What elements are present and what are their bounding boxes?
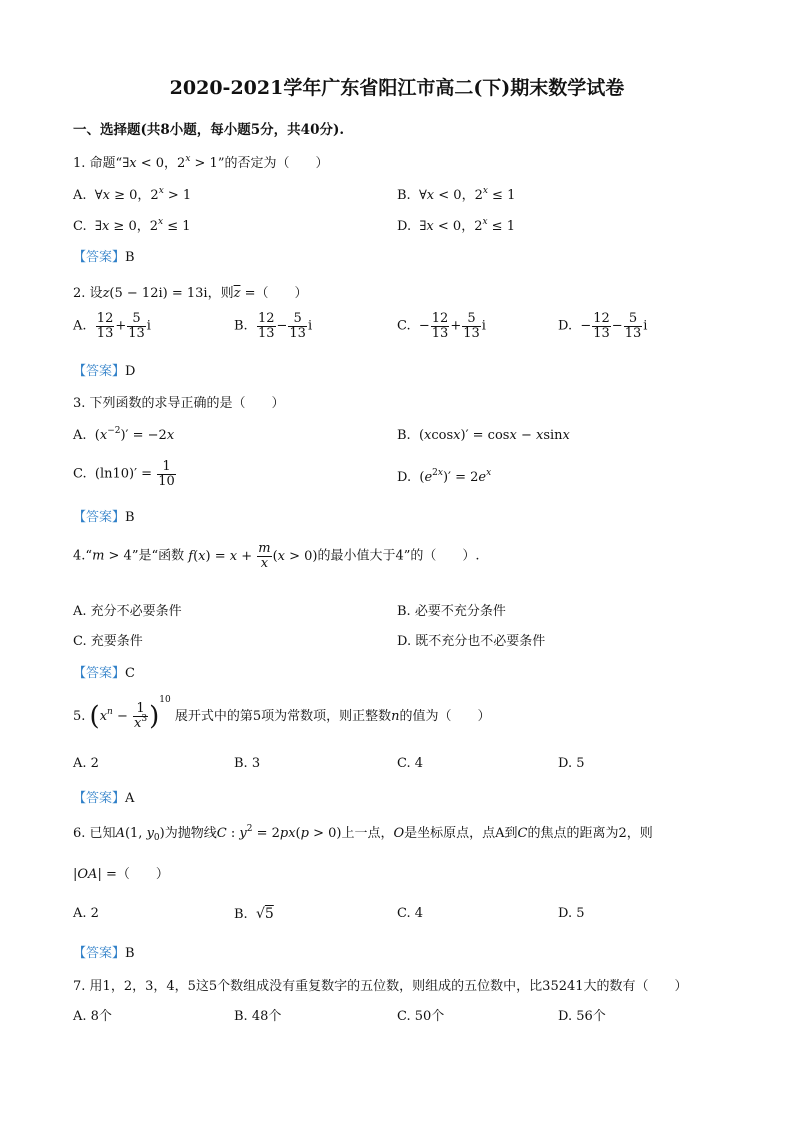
q3-option-c[interactable]: C. (ln10)′ = $\frac{1}{10}$	[73, 459, 175, 489]
answer-6: 【答案】B	[73, 946, 135, 961]
q4-option-b[interactable]: B. 必要不充分条件	[397, 604, 506, 619]
question-7: 7. 用1，2，3，4，5这5个数组成没有重复数字的五位数，则组成的五位数中，比35241大的数有（ ）	[73, 979, 688, 994]
question-5: 5. ($x^n$ − $\frac{1}{x^3}$ )$^{10}$ 展开式中的第5项为常数项，则正整数n的值为（ ）	[73, 695, 491, 732]
q3-option-d[interactable]: D. $(e^{2x})' = 2e^x$	[397, 468, 492, 485]
answer-4: 【答案】C	[73, 666, 135, 681]
q7-option-b[interactable]: B. 48个	[234, 1009, 282, 1024]
q6-option-a[interactable]: A. 2	[73, 906, 99, 921]
question-6-cont: |OA| =（ ）	[73, 867, 169, 882]
q1-option-a[interactable]: A. ∀x ≥ 0，$2^x > 1$	[73, 186, 192, 203]
q2-option-a[interactable]: A. $\frac{12}{13}$ + $\frac{5}{13}$ i	[73, 311, 151, 341]
page-title: 2020-2021学年广东省阳江市高二(下)期末数学试卷	[169, 77, 625, 99]
answer-3: 【答案】B	[73, 510, 135, 525]
answer-2: 【答案】D	[73, 364, 136, 379]
q4-option-c[interactable]: C. 充要条件	[73, 634, 143, 649]
q5-option-c[interactable]: C. 4	[397, 756, 424, 771]
answer-5: 【答案】A	[73, 791, 135, 806]
question-4: 4.“m > 4”是“函数 f(x) = x + $\frac{m}{x}$ (x > 0)的最小值大于4”的（ ）.	[73, 541, 480, 571]
q1-option-c[interactable]: C. ∃x ≥ 0，$2^x \le 1$	[73, 217, 191, 234]
answer-1: 【答案】B	[73, 250, 135, 265]
q5-option-d[interactable]: D. 5	[558, 756, 585, 771]
q6-option-b[interactable]: B. √5	[234, 906, 274, 922]
q6-option-c[interactable]: C. 4	[397, 906, 424, 921]
q4-option-d[interactable]: D. 既不充分也不必要条件	[397, 634, 546, 649]
q7-option-a[interactable]: A. 8个	[73, 1009, 112, 1024]
question-1: 1. 命题“∃x < 0，$2^x > 1$”的否定为（ ）	[73, 154, 329, 171]
q1-option-d[interactable]: D. ∃x < 0，$2^x \le 1$	[397, 217, 515, 234]
q5-option-a[interactable]: A. 2	[73, 756, 99, 771]
q2-option-b[interactable]: B. $\frac{12}{13}$ − $\frac{5}{13}$ i	[234, 311, 313, 341]
q7-option-d[interactable]: D. 56个	[558, 1009, 606, 1024]
q3-option-b[interactable]: B. (xcosx)′ = cosx − xsinx	[397, 428, 570, 443]
section-heading: 一、选择题(共8小题，每小题5分，共40分).	[73, 122, 345, 138]
question-3: 3. 下列函数的求导正确的是（ ）	[73, 396, 285, 411]
q1-option-b[interactable]: B. ∀x < 0，$2^x \le 1$	[397, 186, 516, 203]
question-2: 2. 设z(5 − 12i) = 13i，则$\overline{z}$ =（ ）	[73, 286, 308, 301]
q7-option-c[interactable]: C. 50个	[397, 1009, 445, 1024]
q4-option-a[interactable]: A. 充分不必要条件	[73, 604, 182, 619]
q3-option-a[interactable]: A. $(x^{-2})' = -2x$	[73, 426, 175, 443]
q5-option-b[interactable]: B. 3	[234, 756, 261, 771]
question-number: 1.	[73, 156, 86, 171]
q6-option-d[interactable]: D. 5	[558, 906, 585, 921]
question-6: 6. 已知A(1, $y_0$)为抛物线C : $y^2 = 2px(p > 0)$上一点，O是坐标原点，点A到C的焦点的距离为2，则	[73, 824, 653, 843]
q2-option-d[interactable]: D. − $\frac{12}{13}$ − $\frac{5}{13}$ i	[558, 311, 648, 341]
q2-option-c[interactable]: C. − $\frac{12}{13}$ + $\frac{5}{13}$ i	[397, 311, 486, 341]
